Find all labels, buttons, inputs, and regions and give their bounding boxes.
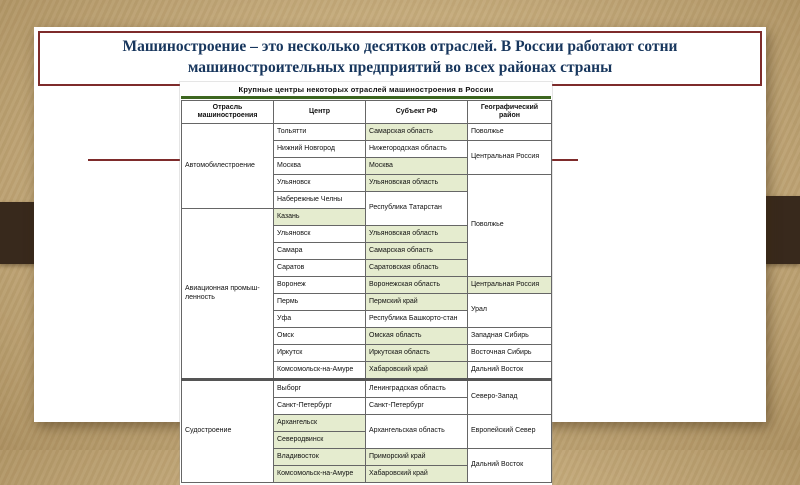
table-cell: Архангельская область [366, 415, 468, 449]
table-cell: Судостроение [182, 380, 274, 483]
table-cell: Европейский Север [468, 415, 552, 449]
table-cell: Авиационная промыш-ленность [182, 209, 274, 380]
table-cell: Приморский край [366, 449, 468, 466]
table-cell: Москва [366, 158, 468, 175]
table-cell: Самарская область [366, 124, 468, 141]
column-header: Географический район [468, 101, 552, 124]
table-cell: Уфа [274, 311, 366, 328]
table-cell: Казань [274, 209, 366, 226]
slide-title: Машиностроение – это несколько десятков отраслей. В России работают сотни машиностроительных предприятий во всех районах страны [122, 38, 678, 76]
table-cell: Ленинградская область [366, 380, 468, 398]
table-cell: Урал [468, 294, 552, 328]
table-cell: Санкт-Петербург [274, 398, 366, 415]
table-cell: Центральная Россия [468, 141, 552, 175]
table-cell: Набережные Челны [274, 192, 366, 209]
title-box [38, 31, 762, 86]
table-cell: Нижегородская область [366, 141, 468, 158]
table-cell: Воронеж [274, 277, 366, 294]
table-cell: Нижний Новгород [274, 141, 366, 158]
table-cell: Хабаровский край [366, 466, 468, 483]
table-cell: Комсомольск-на-Амуре [274, 466, 366, 483]
table-cell: Ульяновск [274, 226, 366, 243]
table-cell: Западная Сибирь [468, 328, 552, 345]
table-cell: Центральная Россия [468, 277, 552, 294]
table-cell: Хабаровский край [366, 362, 468, 380]
table-cell: Поволжье [468, 124, 552, 141]
table-cell: Пермь [274, 294, 366, 311]
table-cell: Тольятти [274, 124, 366, 141]
column-header: Отрасль машиностроения [182, 101, 274, 124]
table-cell: Архангельск [274, 415, 366, 432]
table-panel [180, 82, 552, 485]
table-cell: Ульяновская область [366, 226, 468, 243]
table-cell: Самарская область [366, 243, 468, 260]
table-cell: Автомобилестроение [182, 124, 274, 209]
table-cell: Москва [274, 158, 366, 175]
table-cell: Ульяновск [274, 175, 366, 192]
table-cell: Владивосток [274, 449, 366, 466]
table-cell: Санкт-Петербург [366, 398, 468, 415]
table-cell: Пермский край [366, 294, 468, 311]
table-cell: Иркутская область [366, 345, 468, 362]
table-cell: Саратовская область [366, 260, 468, 277]
table-row [182, 124, 552, 141]
table-row [182, 380, 552, 398]
table-cell: Республика Башкорто-стан [366, 311, 468, 328]
machinery-table [181, 100, 552, 483]
table-cell: Саратов [274, 260, 366, 277]
slide [34, 27, 766, 477]
table-cell: Восточная Сибирь [468, 345, 552, 362]
table-cell: Иркутск [274, 345, 366, 362]
table-cell: Комсомольск-на-Амуре [274, 362, 366, 380]
table-cell: Дальний Восток [468, 362, 552, 380]
table-cell: Северодвинск [274, 432, 366, 449]
table-cell: Северо-Запад [468, 380, 552, 415]
table-cell: Ульяновская область [366, 175, 468, 192]
table-cell: Омская область [366, 328, 468, 345]
table-cell: Самара [274, 243, 366, 260]
table-cell: Омск [274, 328, 366, 345]
column-header: Центр [274, 101, 366, 124]
table-caption: Крупные центры некоторых отраслей машиностроения в России [181, 83, 551, 99]
table-cell: Дальний Восток [468, 449, 552, 483]
table-cell: Республика Татарстан [366, 192, 468, 226]
table-cell: Воронежская область [366, 277, 468, 294]
table-cell: Поволжье [468, 175, 552, 277]
table-cell: Выборг [274, 380, 366, 398]
column-header: Субъект РФ [366, 101, 468, 124]
